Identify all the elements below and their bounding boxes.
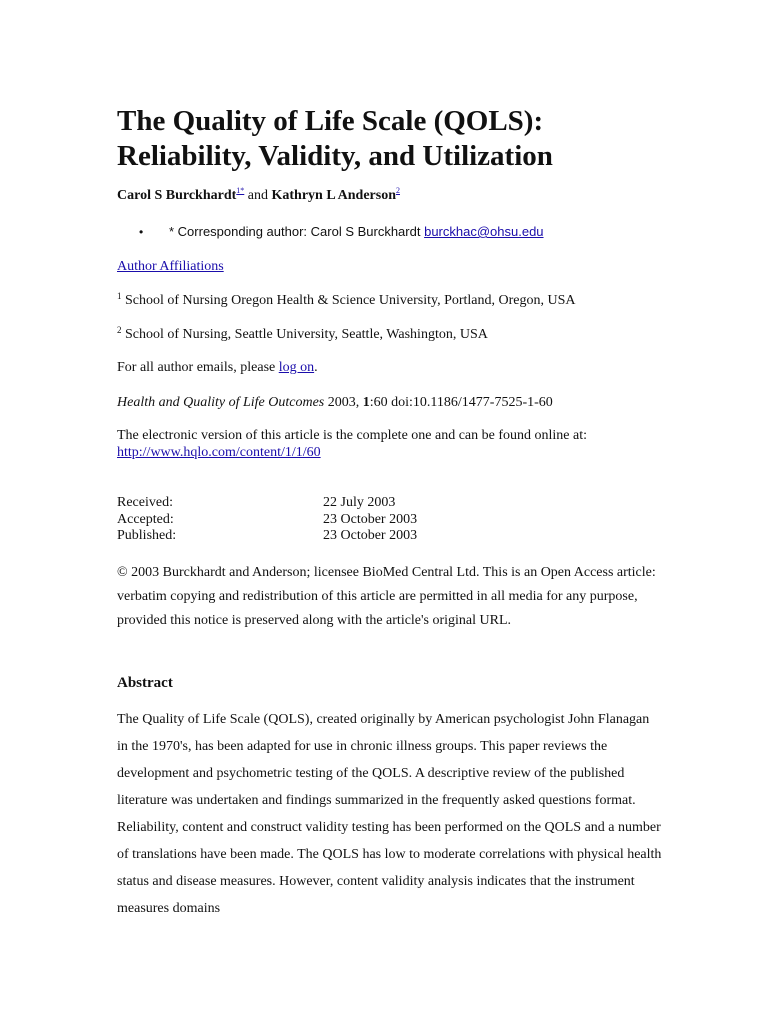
citation-doi: :60 doi:10.1186/1477-7525-1-60: [369, 395, 553, 410]
affiliations-row: [117, 258, 224, 276]
date-label: Received:: [117, 495, 173, 510]
abstract-text: The Quality of Life Scale (QOLS), created originally by American psychologist John Flanagan in the 1970's, has been adapted for use in chronic illness groups. This paper reviews the development and psychometric testing of the QOLS. A descriptive review of the published literature was undertaken and findings summarized in the frequently asked questions format. Reliability, content and construct validity testing has been performed on the QOLS and a number of translations have been made. The QOLS has low to moderate correlations with physical health status and disease measures. However, content validity analysis indicates that the instrument measures domains: [117, 712, 662, 916]
affiliation-text: School of Nursing, Seattle University, Seattle, Washington, USA: [125, 327, 488, 342]
date-value: 23 October 2003: [323, 511, 418, 527]
author-emails-text: For all author emails, please: [117, 360, 276, 375]
abstract-heading: Abstract: [117, 675, 173, 691]
copyright-notice: © 2003 Burckhardt and Anderson; licensee BioMed Central Ltd. This is an Open Access article: verbatim copying and redistribution of this article are permitted in all media for any purpose, provided this notice is preserved along with the article's original URL.: [117, 565, 656, 628]
affiliation-link[interactable]: 1*: [236, 186, 245, 195]
citation-year: 2003,: [327, 395, 360, 410]
author-name: Kathryn L Anderson: [271, 188, 396, 203]
date-label: Published:: [117, 528, 177, 543]
article-url-link[interactable]: http://www.hqlo.com/content/1/1/60: [117, 445, 321, 460]
affiliation-text: School of Nursing Oregon Health & Science University, Portland, Oregon, USA: [125, 293, 576, 308]
date-value: 22 July 2003: [323, 495, 396, 510]
article-title: The Quality of Life Scale (QOLS): Reliability, Validity, and Utilization: [117, 105, 553, 172]
dates-table: [117, 495, 417, 545]
date-label: Accepted:: [117, 511, 174, 527]
article-url-row: [117, 444, 321, 462]
electronic-version-text: The electronic version of this article is the complete one and can be found online at:: [117, 428, 587, 443]
author-conjunction: and: [247, 188, 268, 203]
author-emails-suffix: .: [314, 360, 318, 375]
date-row: [117, 495, 417, 512]
affiliation-number: 2: [117, 325, 122, 335]
citation: [117, 394, 553, 412]
author-affiliations-link[interactable]: Author Affiliations: [117, 259, 224, 274]
corresponding-author: [139, 223, 544, 241]
bullet-icon: •: [139, 225, 144, 239]
email-link[interactable]: burckhac@ohsu.edu: [424, 224, 544, 239]
date-value: 23 October 2003: [323, 528, 418, 543]
affiliation-2: [117, 326, 488, 344]
date-row: [117, 512, 417, 529]
author-emails-note: [117, 359, 318, 377]
log-on-link[interactable]: log on: [278, 360, 315, 375]
affiliation-number: 1: [117, 291, 122, 301]
citation-volume: 1: [362, 395, 370, 410]
affiliation-1: [117, 292, 576, 310]
author-line: [117, 187, 400, 205]
journal-name: Health and Quality of Life Outcomes: [117, 395, 325, 410]
date-row: [117, 528, 417, 545]
author-name: Carol S Burckhardt: [117, 188, 237, 203]
corresponding-author-text: * Corresponding author: Carol S Burckhardt: [169, 224, 421, 239]
affiliation-link[interactable]: 2: [395, 186, 400, 195]
